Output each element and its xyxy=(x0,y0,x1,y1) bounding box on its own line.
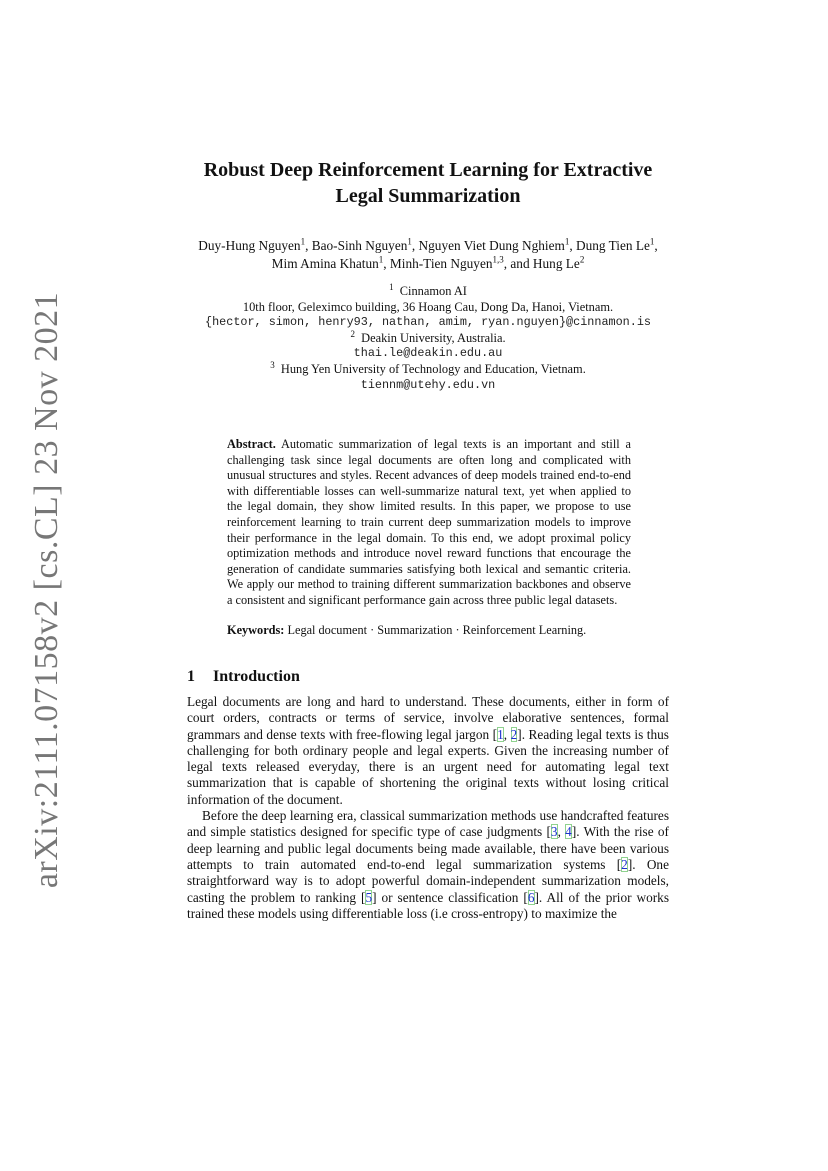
section-number: 1 xyxy=(187,668,195,685)
author-name: , Dung Tien Le xyxy=(569,238,650,253)
author-line-1 xyxy=(150,237,706,255)
affiliation-1-address: 10th floor, Geleximco building, 36 Hoang Cau, Dong Da, Hanoi, Vietnam. xyxy=(242,299,614,314)
section-title: Introduction xyxy=(213,668,300,685)
author-affiliation-mark: 2 xyxy=(579,254,585,265)
abstract xyxy=(227,437,631,609)
author-name: Mim Amina Khatun xyxy=(271,256,379,271)
affiliation-2-email[interactable]: thai.le@deakin.edu.au xyxy=(353,346,503,361)
author-list xyxy=(150,237,706,273)
affiliation-mark: 1 xyxy=(389,281,394,292)
author-name: , Nguyen Viet Dung Nghiem xyxy=(411,238,565,253)
title-line-1: Robust Deep Reinforcement Learning for Extractive xyxy=(203,159,653,181)
author-affiliation-mark: 1 xyxy=(564,236,570,247)
affiliation-3-email[interactable]: tiennm@utehy.edu.vn xyxy=(360,377,496,392)
author-affiliation-mark: 1 xyxy=(649,236,655,247)
affiliation-1-email[interactable]: {hector, simon, henry93, nathan, amim, ryan.nguyen}@cinnamon.is xyxy=(205,315,651,330)
section-heading xyxy=(187,668,300,686)
paragraph-2: Before the deep learning era, classical summarization methods use handcrafted features and simple statistics designed for specific type of case judgments [3, 4]. With the rise of deep learning and public legal documents being made available, there have been various attempts to train automated end-to-end legal summarization systems [2]. One straightforward way is to adopt powerful domain-independent summarization models, casting the problem to ranking [5] or sentence classification [6]. All of the prior works trained these models using differentiable loss (i.e cross-entropy) to maximize the xyxy=(187,808,670,921)
affiliation-2-name: $^2$ Deakin University, Australia. xyxy=(350,328,506,345)
citation-link[interactable]: 5 xyxy=(365,889,373,905)
affiliation-mark: 2 xyxy=(350,328,355,339)
citation-link[interactable]: 6 xyxy=(527,889,535,905)
abstract-text: Automatic summarization of legal texts is an important and still a challenging task since legal documents are often long and complicated with unusual structures and styles. Recent advances of deep models trained end-to-end with differentiable losses can well-summarize natural text, yet when applied to the legal domain, they show limited results. In this paper, we propose to use reinforcement learning to train current deep summarization models to improve their performance in the legal domain. To this end, we adopt proximal policy optimization methods and introduce novel reward functions that encourage the generation of candidate summaries satisfying both lexical and semantic criteria. We apply our method to training different summarization backbones and observe a consistent and significant performance gain across three public legal datasets. xyxy=(227,437,631,607)
author-affiliation-mark: 1 xyxy=(300,236,306,247)
citation-link[interactable]: 4 xyxy=(565,824,572,840)
citation-link[interactable]: 3 xyxy=(550,824,558,840)
citation-link[interactable]: 2 xyxy=(510,726,518,742)
citation-link[interactable]: 2 xyxy=(621,856,628,872)
keywords-text: Legal document · Summarization · Reinforcement Learning. xyxy=(287,623,587,637)
keywords xyxy=(227,623,631,638)
author-affiliation-mark: 1 xyxy=(378,254,384,265)
author-affiliation-mark: 1 xyxy=(407,236,412,247)
author-name: Duy-Hung Nguyen xyxy=(198,238,301,253)
body-text xyxy=(187,694,669,922)
affiliation-3-name: $^3$ Hung Yen University of Technology and Education, Vietnam. xyxy=(270,359,586,376)
author-name: , Bao-Sinh Nguyen xyxy=(305,238,408,253)
author-separator: , xyxy=(654,238,658,253)
author-line-2 xyxy=(150,255,706,273)
citation-link[interactable]: 1 xyxy=(497,726,504,742)
affiliation-1-name: $^1$ Cinnamon AI xyxy=(389,281,467,298)
paper-title xyxy=(160,157,696,209)
author-name: , Minh-Tien Nguyen xyxy=(383,256,493,271)
affiliations xyxy=(150,281,706,393)
author-affiliation-mark: 1,3 xyxy=(492,254,504,265)
title-line-2: Legal Summarization xyxy=(335,185,521,207)
affiliation-mark: 3 xyxy=(270,359,275,370)
arxiv-identifier: arXiv:2111.07158v2 [cs.CL] 23 Nov 2021 xyxy=(28,291,65,889)
author-name: , and Hung Le xyxy=(503,256,580,271)
keywords-label: Keywords: xyxy=(227,623,285,637)
abstract-label: Abstract. xyxy=(227,437,276,451)
paragraph-1: Legal documents are long and hard to understand. These documents, either in form of court orders, contracts or terms of service, involve elaborative sentences, formal grammars and dense texts with free-flowing legal jargon [1, 2]. Reading legal texts is thus challenging for both ordinary people and legal experts. Given the increasing number of legal texts released everyday, there is an urgent need for automating legal text summarization that is capable of shortening the original texts without losing critical information of the document. xyxy=(187,694,669,807)
